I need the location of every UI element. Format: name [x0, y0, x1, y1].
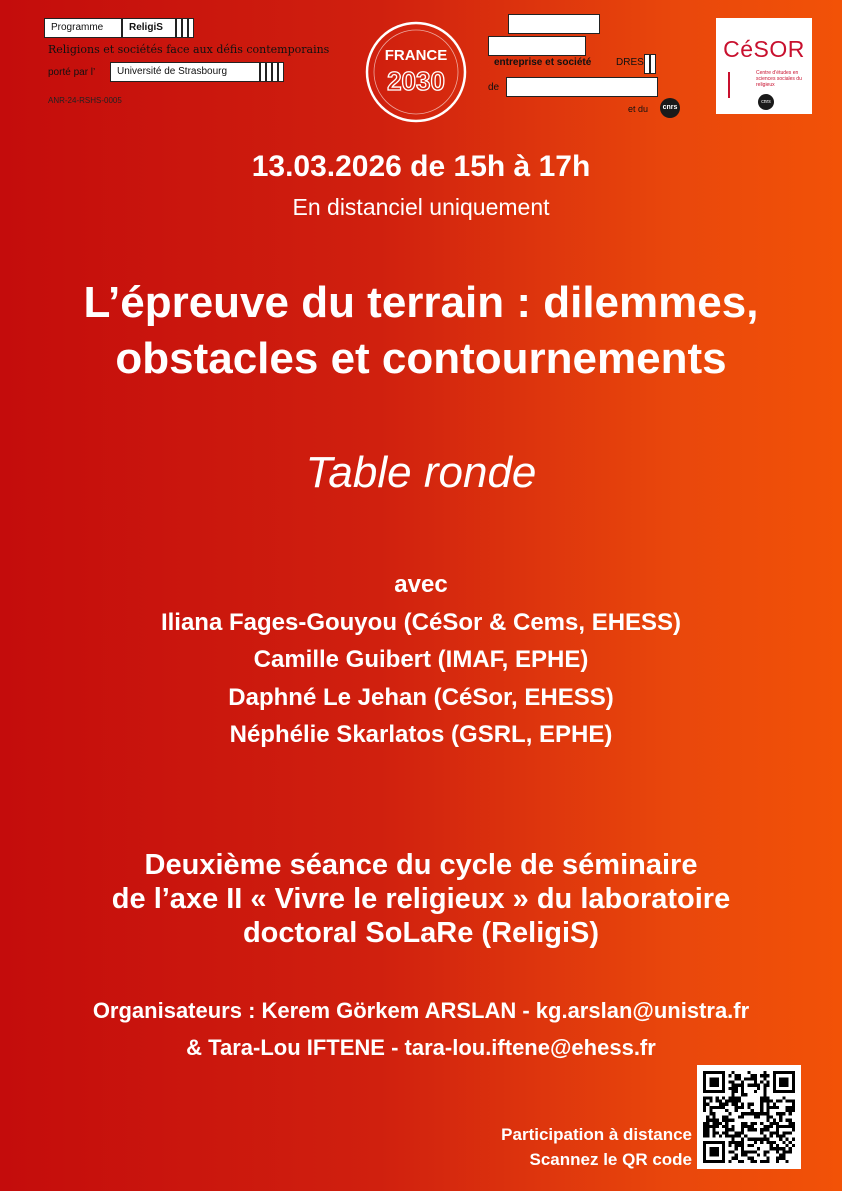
speaker-item: Néphélie Skarlatos (GSRL, EPHE) — [229, 721, 613, 748]
qr-code[interactable] — [697, 1065, 801, 1169]
cesor-wordmark: CéSOR — [723, 36, 805, 62]
grant-id: ANR-24-RSHS-0005 — [48, 96, 122, 105]
event-kind: Table ronde — [305, 448, 537, 497]
seance-line1: Deuxième séance du cycle de séminaire — [144, 849, 698, 881]
cesor-caption: Centre d’études en sciences sociales du religieux — [756, 70, 802, 88]
drl-logo — [488, 14, 688, 124]
event-mode: En distanciel uniquement — [292, 194, 550, 220]
qr-code-icon — [703, 1071, 795, 1163]
organizers-line1: Organisateurs : Kerem Görkem ARSLAN - kg.arslan@unistra.fr — [92, 998, 750, 1023]
drl-line2: entreprise et société — [494, 57, 592, 68]
participation-line2: Scannez le QR code — [529, 1150, 692, 1169]
religis-bar — [188, 18, 194, 38]
event-title-line1: L’épreuve du terrain : dilemmes, — [83, 278, 759, 327]
religis-subtitle: Religions et sociétés face aux défis contemporains — [48, 43, 330, 56]
cesor-bar — [728, 72, 748, 98]
cesor-logo — [716, 18, 812, 114]
programme-label: Programme — [44, 18, 122, 38]
religis-logo — [44, 18, 354, 108]
event-title — [0, 275, 842, 387]
religis-carried-by: porté par l’ — [48, 67, 96, 78]
seance-line2: de l’axe II « Vivre le religieux » du laboratoire — [111, 883, 731, 915]
seance-block — [0, 848, 842, 950]
organizers-block — [0, 992, 842, 1066]
drl-of: de — [488, 82, 500, 93]
religis-name: ReligiS — [122, 18, 176, 38]
speakers-intro: avec — [394, 571, 448, 598]
event-title-line2: obstacles et contournements — [115, 334, 727, 383]
drl-acronym: DRES — [616, 57, 644, 68]
organizers-line2: & Tara-Lou IFTENE - tara-lou.iftene@ehess.fr — [186, 1035, 656, 1060]
speakers-block — [0, 566, 842, 754]
france-2030-line2: 2030 — [387, 66, 445, 96]
cesor-cnrs-logo: cnrs — [758, 94, 774, 110]
france-2030-logo — [364, 20, 468, 124]
religis-bar — [278, 62, 284, 82]
religis-university: Université de Strasbourg — [110, 62, 260, 82]
participation-note — [501, 1122, 692, 1172]
drl-bar — [650, 54, 656, 74]
speaker-item: Iliana Fages-Gouyou (CéSor & Cems, EHESS) — [160, 608, 682, 636]
drl-line1: Droit, religion, — [488, 36, 586, 56]
speaker-item: Camille Guibert (IMAF, EPHE) — [253, 646, 589, 673]
speaker-item: Daphné Le Jehan (CéSor, EHESS) — [228, 683, 614, 711]
france-2030-line1: FRANCE — [384, 47, 448, 64]
event-date: 13.03.2026 de 15h à 17h — [251, 150, 591, 183]
cnrs-logo: cnrs — [660, 98, 680, 118]
drl-university: l’Université de Strasbourg — [506, 77, 658, 97]
seance-line3: doctoral SoLaRe (ReligiS) — [242, 917, 600, 949]
drl-lab-label: Laboratoire — [508, 14, 600, 34]
participation-line1: Participation à distance — [501, 1125, 692, 1144]
drl-and-of: et du — [628, 104, 649, 114]
